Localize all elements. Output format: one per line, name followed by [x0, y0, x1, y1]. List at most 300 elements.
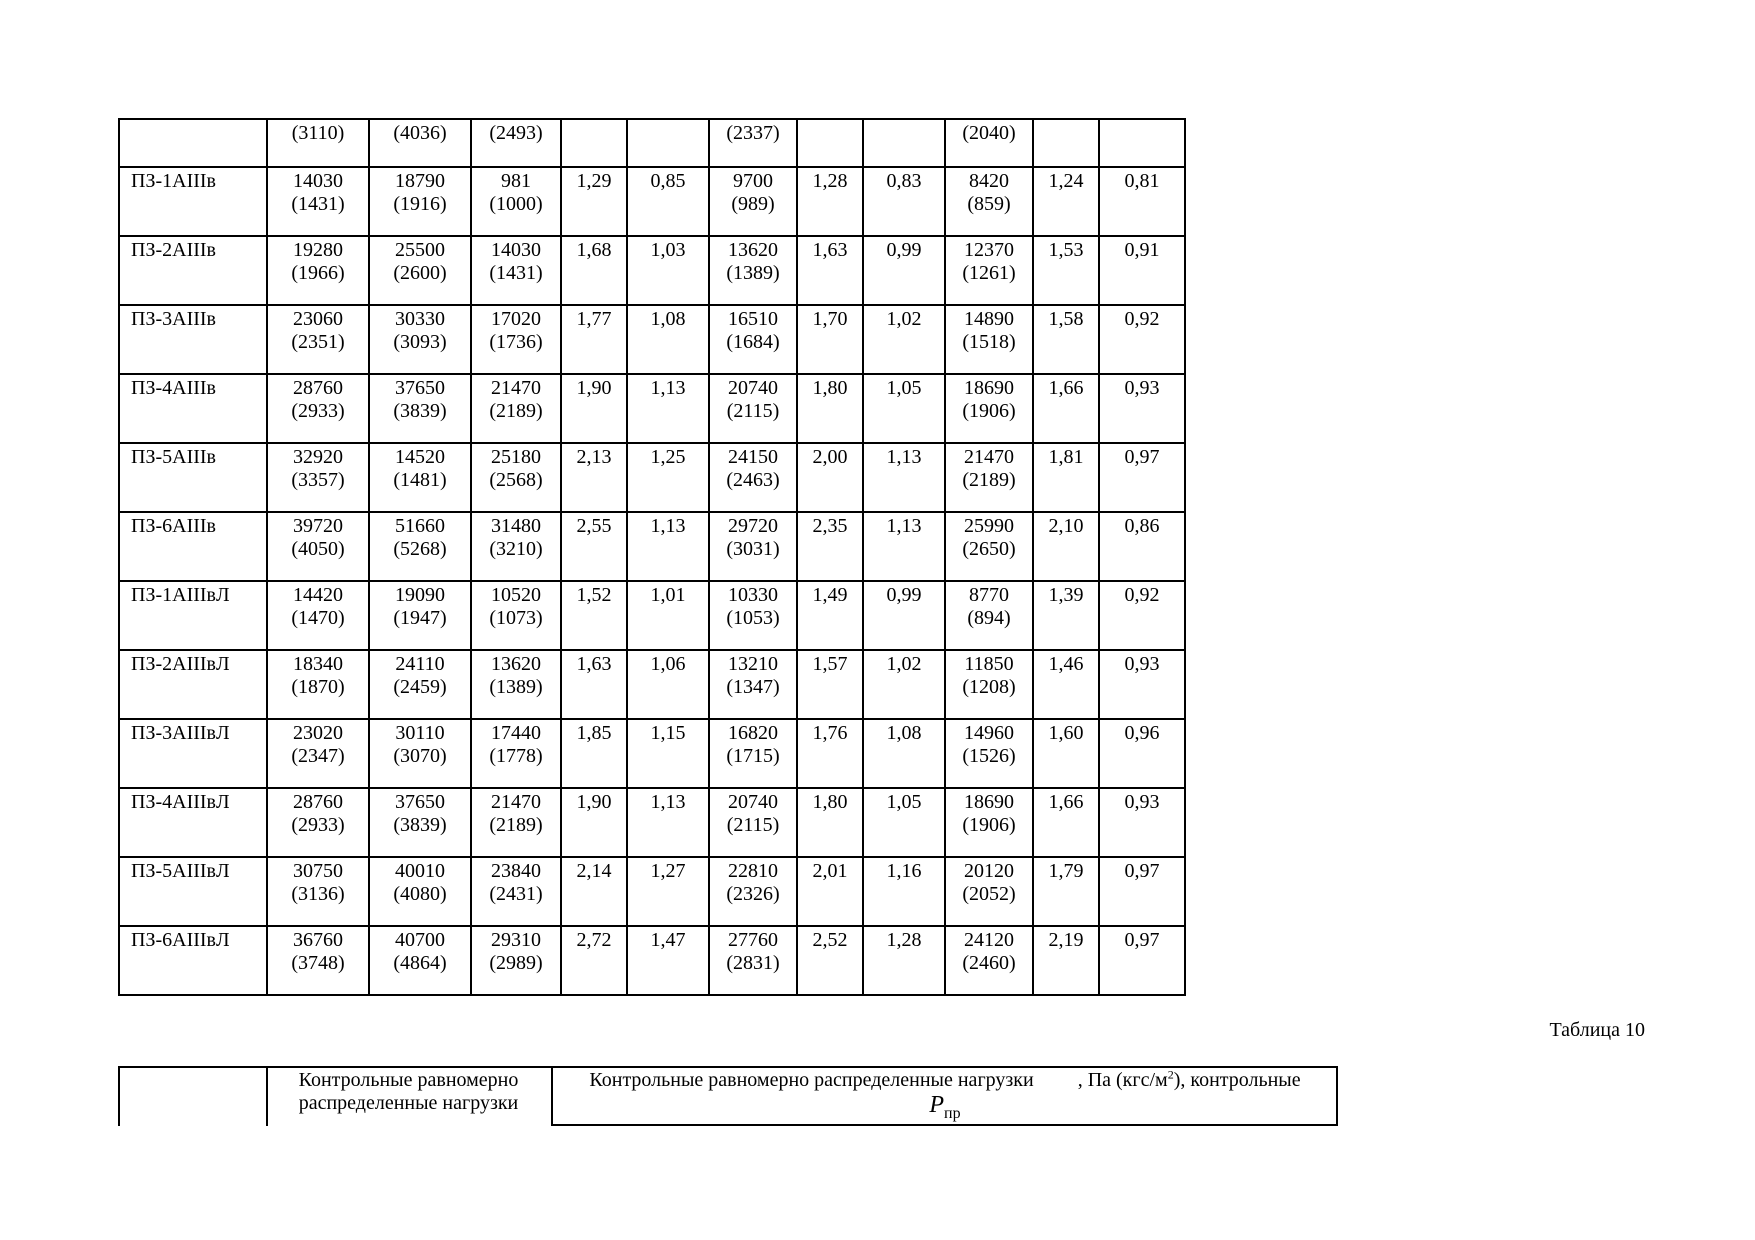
table-cell-c3: [471, 719, 561, 788]
table-cell-c4: 2,55: [561, 512, 627, 581]
table-10-top-border: [118, 1066, 1338, 1068]
table-cell-c5: 1,47: [627, 926, 709, 995]
table-cell-c8: 0,99: [863, 236, 945, 305]
cell-line: (1736): [489, 331, 543, 353]
header-col3-text-2: , Па (кгс/м: [1077, 1069, 1168, 1091]
row-label-cell: ПЗ-6АIIIвЛ: [119, 926, 267, 995]
cell-line: 21470: [491, 377, 541, 399]
table-cell-c8: 0,99: [863, 581, 945, 650]
cell-line: (4036): [393, 122, 447, 144]
table-cell-c10: 1,24: [1033, 167, 1099, 236]
table-cell-c9: [945, 719, 1033, 788]
cell-line: (3748): [291, 952, 345, 974]
table-cell-c9: [945, 236, 1033, 305]
row-label-cell: ПЗ-6АIIIв: [119, 512, 267, 581]
table-cell-c1: [267, 167, 369, 236]
cell-line: (2189): [962, 469, 1016, 491]
cell-line: 23840: [491, 860, 541, 882]
table-cell-c4: 1,85: [561, 719, 627, 788]
table-cell-c4: 1,63: [561, 650, 627, 719]
cell-line: 21470: [491, 791, 541, 813]
table-cell-c5: 1,13: [627, 512, 709, 581]
table-cell-c9: [945, 443, 1033, 512]
cell-line: 40010: [395, 860, 445, 882]
table-cell-c5: 1,13: [627, 374, 709, 443]
cell-line: 40700: [395, 929, 445, 951]
cell-line: 16820: [728, 722, 778, 744]
cell-line: 14420: [293, 584, 343, 606]
table-cell-c5: 1,15: [627, 719, 709, 788]
cell-line: (1481): [393, 469, 447, 491]
row-label-cell: ПЗ-5АIIIвЛ: [119, 857, 267, 926]
table-cell-c1: [267, 512, 369, 581]
cell-line: (2463): [726, 469, 780, 491]
table-cell-c10: 1,60: [1033, 719, 1099, 788]
cell-line: (2351): [291, 331, 345, 353]
cell-line: (3210): [489, 538, 543, 560]
table-cell-c1: [267, 650, 369, 719]
cell-line: 25500: [395, 239, 445, 261]
cell-line: (3031): [726, 538, 780, 560]
cell-line: 14030: [491, 239, 541, 261]
cell-line: (1389): [489, 676, 543, 698]
cell-line: 51660: [395, 515, 445, 537]
row-label-cell: ПЗ-5АIIIв: [119, 443, 267, 512]
cell-line: 32920: [293, 446, 343, 468]
table-cell-c4: 2,14: [561, 857, 627, 926]
table-cell-c2: [369, 443, 471, 512]
cell-line: 36760: [293, 929, 343, 951]
cell-line: 20740: [728, 791, 778, 813]
table-cell-c9: [945, 650, 1033, 719]
cell-line: 30110: [395, 722, 445, 744]
table-cell-c2: [369, 650, 471, 719]
cell-line: (4050): [291, 538, 345, 560]
cell-line: (3070): [393, 745, 447, 767]
table-cell-c5: 1,08: [627, 305, 709, 374]
table-cell-c8: 1,02: [863, 650, 945, 719]
row-label-cell: ПЗ-1АIIIв: [119, 167, 267, 236]
table-cell-c8: 1,05: [863, 788, 945, 857]
cell-line: (2431): [489, 883, 543, 905]
table-cell-c10: 1,39: [1033, 581, 1099, 650]
table-cell-c3: [471, 926, 561, 995]
table-cell-c6: [709, 719, 797, 788]
cell-line: 13620: [491, 653, 541, 675]
table-cell-c10: 1,46: [1033, 650, 1099, 719]
cell-line: (5268): [393, 538, 447, 560]
cell-line: (1870): [291, 676, 345, 698]
table-row: [119, 650, 1185, 719]
cell-line: 13620: [728, 239, 778, 261]
table-cell-c10: 1,53: [1033, 236, 1099, 305]
table-cell-c4: 2,72: [561, 926, 627, 995]
cell-line: 22810: [728, 860, 778, 882]
cell-line: 18690: [964, 377, 1014, 399]
table-cell-c3: [471, 167, 561, 236]
cell-line: 28760: [293, 791, 343, 813]
table-cell-c4: 1,29: [561, 167, 627, 236]
table-cell-c10: 2,19: [1033, 926, 1099, 995]
table-cell-c3: [471, 788, 561, 857]
row-label-cell: ПЗ-4АIIIвЛ: [119, 788, 267, 857]
cell-line: 8420: [969, 170, 1009, 192]
table-row: [119, 926, 1185, 995]
table-cell-c9: [945, 788, 1033, 857]
table-cell-c1: [267, 236, 369, 305]
table-cell-c7: 2,01: [797, 857, 863, 926]
cell-line: (1000): [489, 193, 543, 215]
table-cell-c7: 1,49: [797, 581, 863, 650]
cell-line: (1347): [726, 676, 780, 698]
table-cell-c7: 1,80: [797, 374, 863, 443]
table-row: [119, 443, 1185, 512]
cell-line: (3357): [291, 469, 345, 491]
cell-line: (2040): [962, 122, 1016, 144]
cell-line: (1966): [291, 262, 345, 284]
cell-line: 14520: [395, 446, 445, 468]
table-cell-c1: [267, 305, 369, 374]
cell-line: (1073): [489, 607, 543, 629]
table-cell-c2: [369, 167, 471, 236]
cell-line: 27760: [728, 929, 778, 951]
cell-line: (2326): [726, 883, 780, 905]
table-cell-c2: [369, 857, 471, 926]
cell-line: (1906): [962, 400, 1016, 422]
cell-line: (1053): [726, 607, 780, 629]
table-cell-c5: 1,25: [627, 443, 709, 512]
cell-line: (1684): [726, 331, 780, 353]
table-cell-c8: 1,13: [863, 443, 945, 512]
table-cell-c6: [709, 650, 797, 719]
table-cell-c11: 0,86: [1099, 512, 1185, 581]
cell-line: 17440: [491, 722, 541, 744]
table-cell-c2: [369, 119, 471, 167]
table-cell-c3: [471, 236, 561, 305]
table-cell-c1: [267, 374, 369, 443]
table-cell-c1: [267, 857, 369, 926]
table-cell-c7: 1,57: [797, 650, 863, 719]
table-cell-c8: [863, 119, 945, 167]
table-body: [119, 119, 1185, 995]
table-cell-c11: 0,91: [1099, 236, 1185, 305]
cell-line: (894): [967, 607, 1011, 629]
cell-line: 17020: [491, 308, 541, 330]
cell-line: 18790: [395, 170, 445, 192]
header-col3-text-3: ), контрольные: [1173, 1069, 1301, 1091]
table-cell-c10: 2,10: [1033, 512, 1099, 581]
load-table-continuation: [118, 118, 1186, 996]
table-cell-c10: 1,81: [1033, 443, 1099, 512]
table-cell-c6: [709, 443, 797, 512]
table-10-left-border: [118, 1066, 120, 1126]
table-cell-c5: 0,85: [627, 167, 709, 236]
header-col3-text-1: Контрольные равномерно распределенные нагрузки: [589, 1069, 1034, 1091]
table-cell-c5: 1,13: [627, 788, 709, 857]
cell-line: 14030: [293, 170, 343, 192]
cell-line: 20740: [728, 377, 778, 399]
table-cell-c9: [945, 167, 1033, 236]
table-cell-c9: [945, 305, 1033, 374]
cell-line: (3136): [291, 883, 345, 905]
table-cell-c9: [945, 581, 1033, 650]
table-10-right-border: [1336, 1066, 1338, 1126]
cell-line: 12370: [964, 239, 1014, 261]
cell-line: (2459): [393, 676, 447, 698]
cell-line: 25180: [491, 446, 541, 468]
cell-line: (989): [731, 193, 775, 215]
cell-line: (2347): [291, 745, 345, 767]
cell-line: (1470): [291, 607, 345, 629]
table-cell-c11: [1099, 119, 1185, 167]
cell-line: (1906): [962, 814, 1016, 836]
row-label-cell: ПЗ-3АIIIвЛ: [119, 719, 267, 788]
table-cell-c4: 1,68: [561, 236, 627, 305]
table-cell-c2: [369, 581, 471, 650]
load-symbol: [555, 1092, 1335, 1127]
table-cell-c7: [797, 119, 863, 167]
cell-line: (1947): [393, 607, 447, 629]
table-cell-c3: [471, 581, 561, 650]
cell-line: 29310: [491, 929, 541, 951]
table-cell-c7: 2,52: [797, 926, 863, 995]
cell-line: (2052): [962, 883, 1016, 905]
table-cell-c6: [709, 236, 797, 305]
table-row: [119, 305, 1185, 374]
cell-line: (1916): [393, 193, 447, 215]
cell-line: 24110: [395, 653, 445, 675]
table-cell-c5: 1,03: [627, 236, 709, 305]
table-cell-c7: 2,00: [797, 443, 863, 512]
table-cell-c6: [709, 926, 797, 995]
cell-line: 14960: [964, 722, 1014, 744]
cell-line: (1389): [726, 262, 780, 284]
table-cell-c11: 0,93: [1099, 374, 1185, 443]
cell-line: 37650: [395, 377, 445, 399]
cell-line: (2115): [726, 400, 780, 422]
table-cell-c9: [945, 119, 1033, 167]
cell-line: (2989): [489, 952, 543, 974]
cell-line: (2933): [291, 400, 345, 422]
cell-line: (1518): [962, 331, 1016, 353]
table-row: [119, 374, 1185, 443]
table-cell-c1: [267, 119, 369, 167]
cell-line: (1431): [291, 193, 345, 215]
cell-line: 16510: [728, 308, 778, 330]
table-cell-c3: [471, 374, 561, 443]
table-cell-c8: 0,83: [863, 167, 945, 236]
cell-line: (2337): [726, 122, 780, 144]
cell-line: (2650): [962, 538, 1016, 560]
cell-line: (1715): [726, 745, 780, 767]
table-cell-c5: 1,06: [627, 650, 709, 719]
cell-line: 29720: [728, 515, 778, 537]
cell-line: (3839): [393, 814, 447, 836]
table-cell-c2: [369, 926, 471, 995]
cell-line: 25990: [964, 515, 1014, 537]
cell-line: 39720: [293, 515, 343, 537]
cell-line: (2189): [489, 814, 543, 836]
table-row: [119, 581, 1185, 650]
table-cell-c8: 1,16: [863, 857, 945, 926]
cell-line: (2189): [489, 400, 543, 422]
table-cell-c2: [369, 236, 471, 305]
cell-line: 10520: [491, 584, 541, 606]
cell-line: 18690: [964, 791, 1014, 813]
table-10-header-col3-line: [555, 1069, 1335, 1092]
table-cell-c8: 1,08: [863, 719, 945, 788]
table-cell-c6: [709, 857, 797, 926]
table-cell-c6: [709, 119, 797, 167]
table-cell-c3: [471, 443, 561, 512]
table-cell-c4: 2,13: [561, 443, 627, 512]
table-cell-c2: [369, 305, 471, 374]
cell-line: (2460): [962, 952, 1016, 974]
table-cell-c10: 1,66: [1033, 374, 1099, 443]
row-label-cell: ПЗ-3АIIIв: [119, 305, 267, 374]
table-cell-c6: [709, 581, 797, 650]
row-label-cell: ПЗ-1АIIIвЛ: [119, 581, 267, 650]
table-cell-c7: 1,28: [797, 167, 863, 236]
table-10-divider-2: [551, 1066, 553, 1126]
table-cell-c1: [267, 443, 369, 512]
table-cell-c10: 1,66: [1033, 788, 1099, 857]
cell-line: (1431): [489, 262, 543, 284]
table-row: [119, 719, 1185, 788]
table-cell-c7: 2,35: [797, 512, 863, 581]
table-cell-c4: 1,90: [561, 788, 627, 857]
cell-line: (859): [967, 193, 1011, 215]
table-cell-c7: 1,76: [797, 719, 863, 788]
table-cell-c6: [709, 788, 797, 857]
load-symbol-subscript: пр: [944, 1105, 961, 1122]
table-cell-c1: [267, 581, 369, 650]
table-cell-c4: [561, 119, 627, 167]
table-row: [119, 236, 1185, 305]
cell-line: 19090: [395, 584, 445, 606]
table-cell-c2: [369, 512, 471, 581]
table-row: [119, 788, 1185, 857]
table-cell-c11: 0,93: [1099, 650, 1185, 719]
cell-line: (3839): [393, 400, 447, 422]
table-cell-c6: [709, 374, 797, 443]
cell-line: 24150: [728, 446, 778, 468]
table-cell-c6: [709, 305, 797, 374]
table-cell-c3: [471, 512, 561, 581]
cell-line: (2568): [489, 469, 543, 491]
table-cell-c1: [267, 719, 369, 788]
cell-line: (4864): [393, 952, 447, 974]
cell-line: (1526): [962, 745, 1016, 767]
table-cell-c11: 0,81: [1099, 167, 1185, 236]
table-cell-c11: 0,97: [1099, 857, 1185, 926]
cell-line: 28760: [293, 377, 343, 399]
cell-line: (4080): [393, 883, 447, 905]
table-cell-c11: 0,97: [1099, 926, 1185, 995]
cell-line: (2600): [393, 262, 447, 284]
cell-line: 981: [501, 170, 531, 192]
cell-line: (3093): [393, 331, 447, 353]
table-cell-c2: [369, 719, 471, 788]
cell-line: 30330: [395, 308, 445, 330]
table-cell-c9: [945, 374, 1033, 443]
table-cell-c8: 1,28: [863, 926, 945, 995]
table-cell-c11: 0,97: [1099, 443, 1185, 512]
table-cell-c10: 1,58: [1033, 305, 1099, 374]
table-cell-c5: 1,27: [627, 857, 709, 926]
cell-line: 21470: [964, 446, 1014, 468]
table-cell-c2: [369, 374, 471, 443]
table-cell-c3: [471, 650, 561, 719]
cell-line: 37650: [395, 791, 445, 813]
cell-line: 24120: [964, 929, 1014, 951]
cell-line: 11850: [964, 653, 1014, 675]
cell-line: 18340: [293, 653, 343, 675]
table-cell-c4: 1,77: [561, 305, 627, 374]
table-cell-c7: 1,80: [797, 788, 863, 857]
cell-line: 10330: [728, 584, 778, 606]
table-cell-c9: [945, 857, 1033, 926]
table-cell-c1: [267, 926, 369, 995]
cell-line: 8770: [969, 584, 1009, 606]
row-label-cell: ПЗ-2АIIIв: [119, 236, 267, 305]
cell-line: (2493): [489, 122, 543, 144]
cell-line: (2831): [726, 952, 780, 974]
row-label-cell: ПЗ-2АIIIвЛ: [119, 650, 267, 719]
table-cell-c5: 1,01: [627, 581, 709, 650]
table-cell-c6: [709, 167, 797, 236]
row-label-cell: [119, 119, 267, 167]
table-cell-c1: [267, 788, 369, 857]
cell-line: 31480: [491, 515, 541, 537]
table-cell-c4: 1,90: [561, 374, 627, 443]
table-cell-c11: 0,92: [1099, 581, 1185, 650]
load-symbol-main: P: [929, 1092, 945, 1118]
table-row: [119, 857, 1185, 926]
table-cell-c8: 1,02: [863, 305, 945, 374]
table-cell-c11: 0,96: [1099, 719, 1185, 788]
cell-line: 23020: [293, 722, 343, 744]
cell-line: 30750: [293, 860, 343, 882]
cell-line: (3110): [291, 122, 345, 144]
table-cell-c2: [369, 788, 471, 857]
table-cell-c4: 1,52: [561, 581, 627, 650]
table-cell-c7: 1,63: [797, 236, 863, 305]
table-cell-c11: 0,92: [1099, 305, 1185, 374]
cell-line: (2933): [291, 814, 345, 836]
table-row: [119, 512, 1185, 581]
cell-line: (1208): [962, 676, 1016, 698]
table-cell-c5: [627, 119, 709, 167]
cell-line: (2115): [726, 814, 780, 836]
header-col3-superscript: 2: [1167, 1067, 1174, 1082]
cell-line: (1261): [962, 262, 1016, 284]
table-cell-c7: 1,70: [797, 305, 863, 374]
cell-line: 13210: [728, 653, 778, 675]
cell-line: 9700: [733, 170, 773, 192]
table-cell-c9: [945, 926, 1033, 995]
table-10-header: [118, 1066, 1338, 1126]
table-row: [119, 119, 1185, 167]
table-cell-c11: 0,93: [1099, 788, 1185, 857]
table-cell-c3: [471, 857, 561, 926]
table-10-header-col2: Контрольные равномерно распределенные нагрузки: [298, 1069, 519, 1114]
table-cell-c8: 1,05: [863, 374, 945, 443]
table-cell-c3: [471, 305, 561, 374]
table-cell-c10: [1033, 119, 1099, 167]
table-cell-c10: 1,79: [1033, 857, 1099, 926]
row-label-cell: ПЗ-4АIIIв: [119, 374, 267, 443]
